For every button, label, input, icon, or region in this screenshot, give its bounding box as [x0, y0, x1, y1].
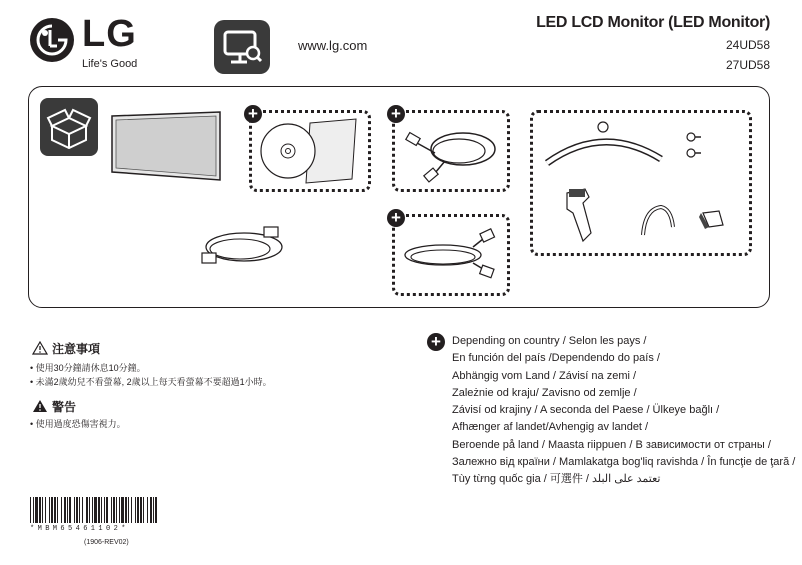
- plus-circle-icon: +: [387, 209, 405, 227]
- power-cord-illustration: [198, 215, 288, 280]
- lg-logo-icon: [30, 18, 74, 62]
- brand-tagline: Life's Good: [82, 58, 138, 70]
- plus-circle-icon: +: [244, 105, 262, 123]
- country-note-line: En función del país /Dependendo do país /: [452, 352, 660, 365]
- warning-title: 警告: [52, 400, 77, 414]
- optional-hdmi-cable-box: [392, 110, 510, 192]
- country-note-line: Tùy từng quốc gia / 可選件 / تعتمد على البلد: [452, 473, 661, 486]
- caution-line: • 使用30分鐘請休息10分鐘。: [30, 363, 146, 373]
- country-availability-note: [452, 333, 795, 489]
- warning-line: • 使用過度恐傷害視力。: [30, 419, 126, 429]
- package-box-icon: [40, 98, 98, 161]
- optional-displayport-cable-box: [392, 214, 510, 296]
- model-number: 27UD58: [725, 58, 770, 72]
- optional-cd-box: [249, 110, 371, 192]
- model-number: 24UD58: [725, 38, 770, 52]
- product-title: LED LCD Monitor (LED Monitor): [536, 14, 770, 31]
- country-note-line: Zależnie od kraju/ Zavisno od zemlje /: [452, 386, 637, 399]
- country-note-line: Beroende på land / Maasta riippuen / В зависимости от страны /: [452, 438, 771, 451]
- caution-title: 注意事項: [52, 342, 101, 356]
- brand-name: LG: [82, 13, 137, 55]
- stand-parts-box: [530, 110, 752, 256]
- barcode-number: *MBM65461102*: [30, 525, 129, 533]
- plus-circle-icon: +: [427, 333, 445, 351]
- country-note-line: Залежно від країни / Mamlakatga bog'liq ravishda / În funcţie de ţară /: [452, 456, 796, 469]
- warning-triangle-filled-icon: [32, 399, 48, 418]
- website-url: www.lg.com: [298, 38, 368, 53]
- caution-triangle-outline-icon: [32, 341, 48, 360]
- country-note-line: Závisí od krajiny / A seconda del Paese / Ülkeye bağlı /: [452, 404, 720, 417]
- country-note-line: Afhænger af landet/Avhengig av landet /: [452, 421, 649, 434]
- country-note-line: Abhängig vom Land / Závisí na zemi /: [452, 369, 637, 382]
- revision-code: (1906-REV02): [84, 539, 129, 546]
- monitor-illustration: [108, 110, 223, 187]
- barcode: [30, 497, 162, 523]
- country-note-line: Depending on country / Selon les pays /: [452, 335, 647, 347]
- plus-circle-icon: +: [387, 105, 405, 123]
- monitor-search-icon: [214, 20, 270, 74]
- caution-line: • 未滿2歲幼兒不看螢幕, 2歲以上每天看螢幕不要超過1小時。: [30, 377, 272, 387]
